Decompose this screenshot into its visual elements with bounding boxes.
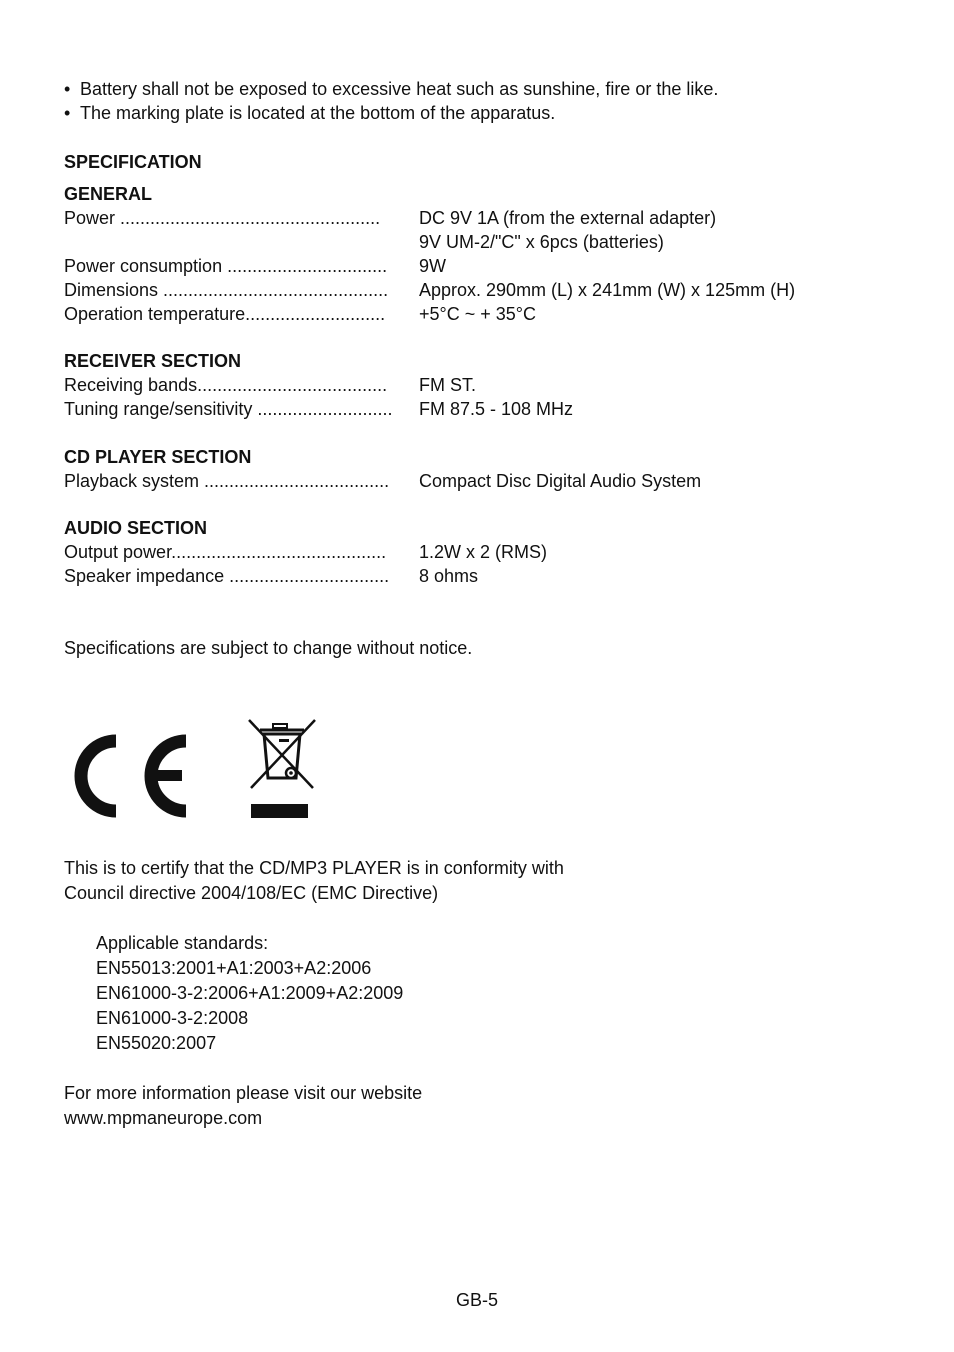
spec-label: Speaker impedance ................................ [64,566,390,586]
spec-value: 8 ohms [419,566,479,586]
bullet-text: Battery shall not be exposed to excessive heat such as sunshine, fire or the like. [80,79,719,99]
standards-heading: Applicable standards: [96,933,269,953]
audio-heading: AUDIO SECTION [64,518,208,538]
spec-row-tuning-range [64,397,844,421]
spec-row-playback-system [64,469,844,493]
standard-item: EN55013:2001+A1:2003+A2:2006 [96,958,372,978]
spec-row-power-battery [64,230,844,254]
website-link[interactable]: www.mpmaneurope.com [64,1108,263,1128]
spec-value: 9V UM-2/"C" x 6pcs (batteries) [419,232,664,252]
spec-value: 1.2W x 2 (RMS) [419,542,548,562]
spec-label: Operation temperature............................ [64,304,386,324]
specification-title: SPECIFICATION [64,152,202,172]
spec-value: +5°C ~ + 35°C [419,304,536,324]
standard-item: EN61000-3-2:2008 [96,1008,249,1028]
spec-label: Tuning range/sensitivity ........................... [64,399,393,419]
receiver-heading: RECEIVER SECTION [64,351,242,371]
spec-value: FM 87.5 - 108 MHz [419,399,574,419]
bullet-glyph: • [64,79,71,99]
spec-row-receiving-bands [64,373,844,397]
spec-value: Compact Disc Digital Audio System [419,471,702,491]
ce-mark-icon [70,733,192,819]
spec-row-power-consumption [64,254,844,278]
spec-row-speaker-impedance [64,564,844,588]
change-notice: Specifications are subject to change without notice. [64,638,473,658]
bullet-item [64,77,718,101]
standard-item: EN55020:2007 [96,1033,217,1053]
spec-label: Power consumption ................................ [64,256,388,276]
page-number: GB-5 [455,1290,498,1310]
more-info-text: For more information please visit our website [64,1083,423,1103]
certify-line: This is to certify that the CD/MP3 PLAYER is in conformity with [64,858,564,878]
bullet-item [64,101,555,125]
crossed-out-wheelie-bin-icon [246,717,318,821]
spec-label: Dimensions ............................................. [64,280,389,300]
spec-row-power [64,206,844,230]
bullet-glyph: • [64,103,71,123]
spec-value: Approx. 290mm (L) x 241mm (W) x 125mm (H) [419,280,796,300]
spec-value: 9W [419,256,446,276]
spec-label: Power .................................................... [64,208,381,228]
spec-label: Receiving bands...................................... [64,375,388,395]
spec-row-dimensions [64,278,844,302]
spec-label: Output power........................................... [64,542,387,562]
general-heading: GENERAL [64,184,153,204]
spec-value: DC 9V 1A (from the external adapter) [419,208,717,228]
bullet-text: The marking plate is located at the bottom of the apparatus. [80,103,556,123]
spec-value: FM ST. [419,375,476,395]
spec-label: Playback system ..................................... [64,471,390,491]
standard-item: EN61000-3-2:2006+A1:2009+A2:2009 [96,983,404,1003]
cd-player-heading: CD PLAYER SECTION [64,447,252,467]
spec-row-operation-temperature [64,302,844,326]
spec-row-output-power [64,540,844,564]
certify-line: Council directive 2004/108/EC (EMC Directive) [64,883,439,903]
